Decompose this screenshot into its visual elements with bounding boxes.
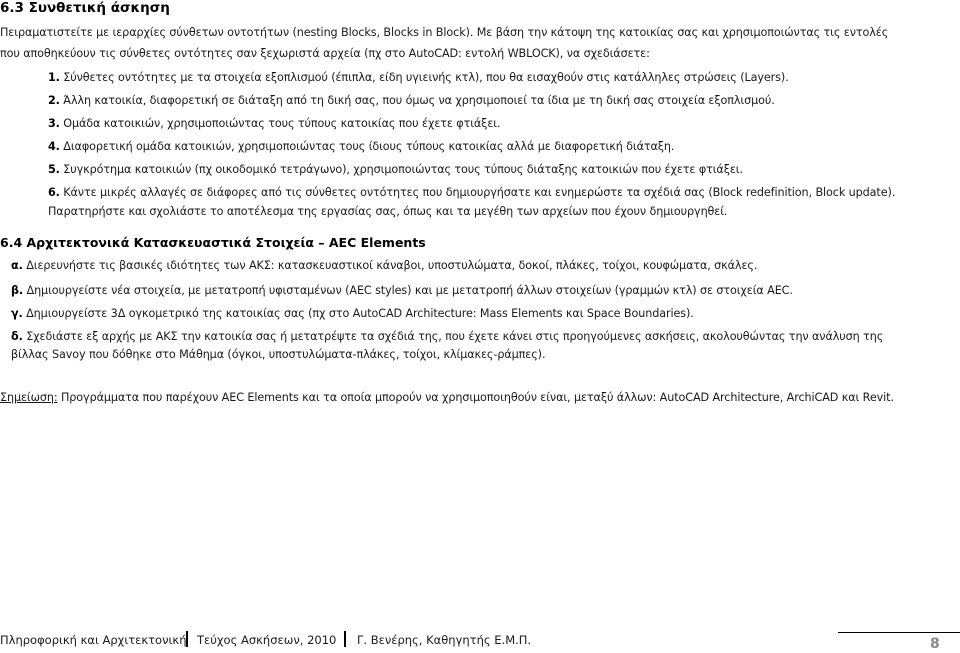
exercise-item-number: 3. <box>48 117 60 130</box>
exercise-item-number: 1. <box>48 71 60 84</box>
aec-item-b <box>11 284 793 298</box>
page-footer <box>0 630 960 653</box>
aec-item-a <box>11 259 757 273</box>
aec-item-letter: δ. <box>11 330 23 343</box>
aec-item-text: Δημιουργείστε νέα στοιχεία, με μετατροπή υφισταμένων (AEC styles) και με μετατροπή άλλων στοιχείων (γραμμών κτλ) σε στοιχεία AEC. <box>23 284 793 297</box>
exercise-item-2 <box>48 94 775 108</box>
exercise-item-number: 6. <box>48 186 60 199</box>
exercise-item-text: Συγκρότημα κατοικιών (πχ οικοδομικό τετράγωνο), χρησιμοποιώντας τους τύπους διάταξης κατοικιών που έχετε φτιάξει. <box>59 163 743 176</box>
exercise-item-3 <box>48 117 500 131</box>
footer-course: Πληροφορική και Αρχιτεκτονική <box>0 633 187 647</box>
note-label: Σημείωση: <box>0 391 58 404</box>
exercise-item-6 <box>48 186 895 200</box>
exercise-item-text: Κάντε μικρές αλλαγές σε διάφορες από τις σύνθετες οντότητες που δημιουργήσατε και ενημερώστε τα σχέδιά σας (Block redefinition, Block update). <box>59 186 896 199</box>
note-text: Προγράμματα που παρέχουν AEC Elements και τα οποία μπορούν να χρησιμοποιηθούν είναι, μεταξύ άλλων: AutoCAD Architecture, ArchiCAD και Revit. <box>57 391 894 404</box>
aec-item-d-continued: βίλλας Savoy που δόθηκε στο Μάθημα (όγκοι, υποστυλώματα-πλάκες, τοίχοι, κλίμακες-ράμπες). <box>11 348 546 361</box>
exercise-item-4 <box>48 140 674 154</box>
exercise-item-number: 5. <box>48 163 60 176</box>
footer-separator <box>186 631 188 647</box>
aec-item-d <box>11 330 883 344</box>
aec-item-letter: β. <box>11 284 24 297</box>
exercise-item-5 <box>48 163 743 177</box>
exercise-item-text: Διαφορετική ομάδα κατοικιών, χρησιμοποιώντας τους ίδιους τύπους κατοικίας αλλά με διαφορετική διάταξη. <box>59 140 675 153</box>
exercise-item-number: 2. <box>48 94 60 107</box>
aec-item-text: Διερευνήστε τις βασικές ιδιότητες των ΑΚΣ: κατασκευαστικοί κάναβοι, υποστυλώματα, δοκοί, πλάκες, τοίχοι, κουφώματα, σκάλες. <box>22 259 758 272</box>
exercise-item-text: Άλλη κατοικία, διαφορετική σε διάταξη από τη δική σας, που όμως να χρησιμοποιεί τα ίδια με τη δική σας στοιχεία εξοπλισμού. <box>59 94 775 107</box>
note-line <box>0 391 894 405</box>
exercise-item-text: Ομάδα κατοικιών, χρησιμοποιώντας τους τύπους κατοικίας που έχετε φτιάξει. <box>59 117 501 130</box>
page-number: 8 <box>930 636 940 652</box>
section-6-3-intro-line-2: που αποθηκεύουν τις σύνθετες οντότητες σαν ξεχωριστά αρχεία (πχ στο AutoCAD: εντολή WBLOCK), να σχεδιάσετε: <box>0 47 650 60</box>
aec-item-text: Σχεδιάστε εξ αρχής με ΑΚΣ την κατοικία σας ή μετατρέψτε τα σχέδιά της, που έχετε κάνει στις προηγούμενες ασκήσεις, ακολουθώντας την ανάλυση της <box>22 330 884 343</box>
exercise-item-text: Σύνθετες οντότητες με τα στοιχεία εξοπλισμού (έπιπλα, είδη υγιεινής κτλ), που θα εισαχθούν στις κατάλληλες στρώσεις (Layers). <box>59 71 789 84</box>
aec-item-letter: α. <box>11 259 23 272</box>
exercise-item-6-continued: Παρατηρήστε και σχολιάστε το αποτέλεσμα της εργασίας σας, όπως και τα μεγέθη των αρχείων που έχουν δημιουργηθεί. <box>48 205 728 218</box>
section-6-3-heading: 6.3 Συνθετική άσκηση <box>0 0 170 16</box>
footer-separator <box>344 631 346 647</box>
footer-issue: Τεύχος Ασκήσεων, 2010 <box>197 633 337 647</box>
aec-item-c <box>11 307 694 321</box>
aec-item-letter: γ. <box>11 307 23 320</box>
exercise-item-number: 4. <box>48 140 60 153</box>
section-6-4-heading: 6.4 Αρχιτεκτονικά Κατασκευαστικά Στοιχεία – AEC Elements <box>0 235 426 250</box>
section-6-3-intro-line-1: Πειραματιστείτε με ιεραρχίες σύνθετων οντοτήτων (nesting Blocks, Blocks in Block). Με βάση την κάτοψη της κατοικίας σας και χρησιμοποιώντας τις εντολές <box>0 26 889 39</box>
exercise-item-1 <box>48 71 789 85</box>
page-number-rule <box>838 632 960 633</box>
aec-item-text: Δημιουργείστε 3Δ ογκομετρικό της κατοικίας σας (πχ στο AutoCAD Architecture: Mass Elements και Space Boundaries). <box>22 307 694 320</box>
footer-author: Γ. Βενέρης, Καθηγητής Ε.Μ.Π. <box>357 633 532 647</box>
